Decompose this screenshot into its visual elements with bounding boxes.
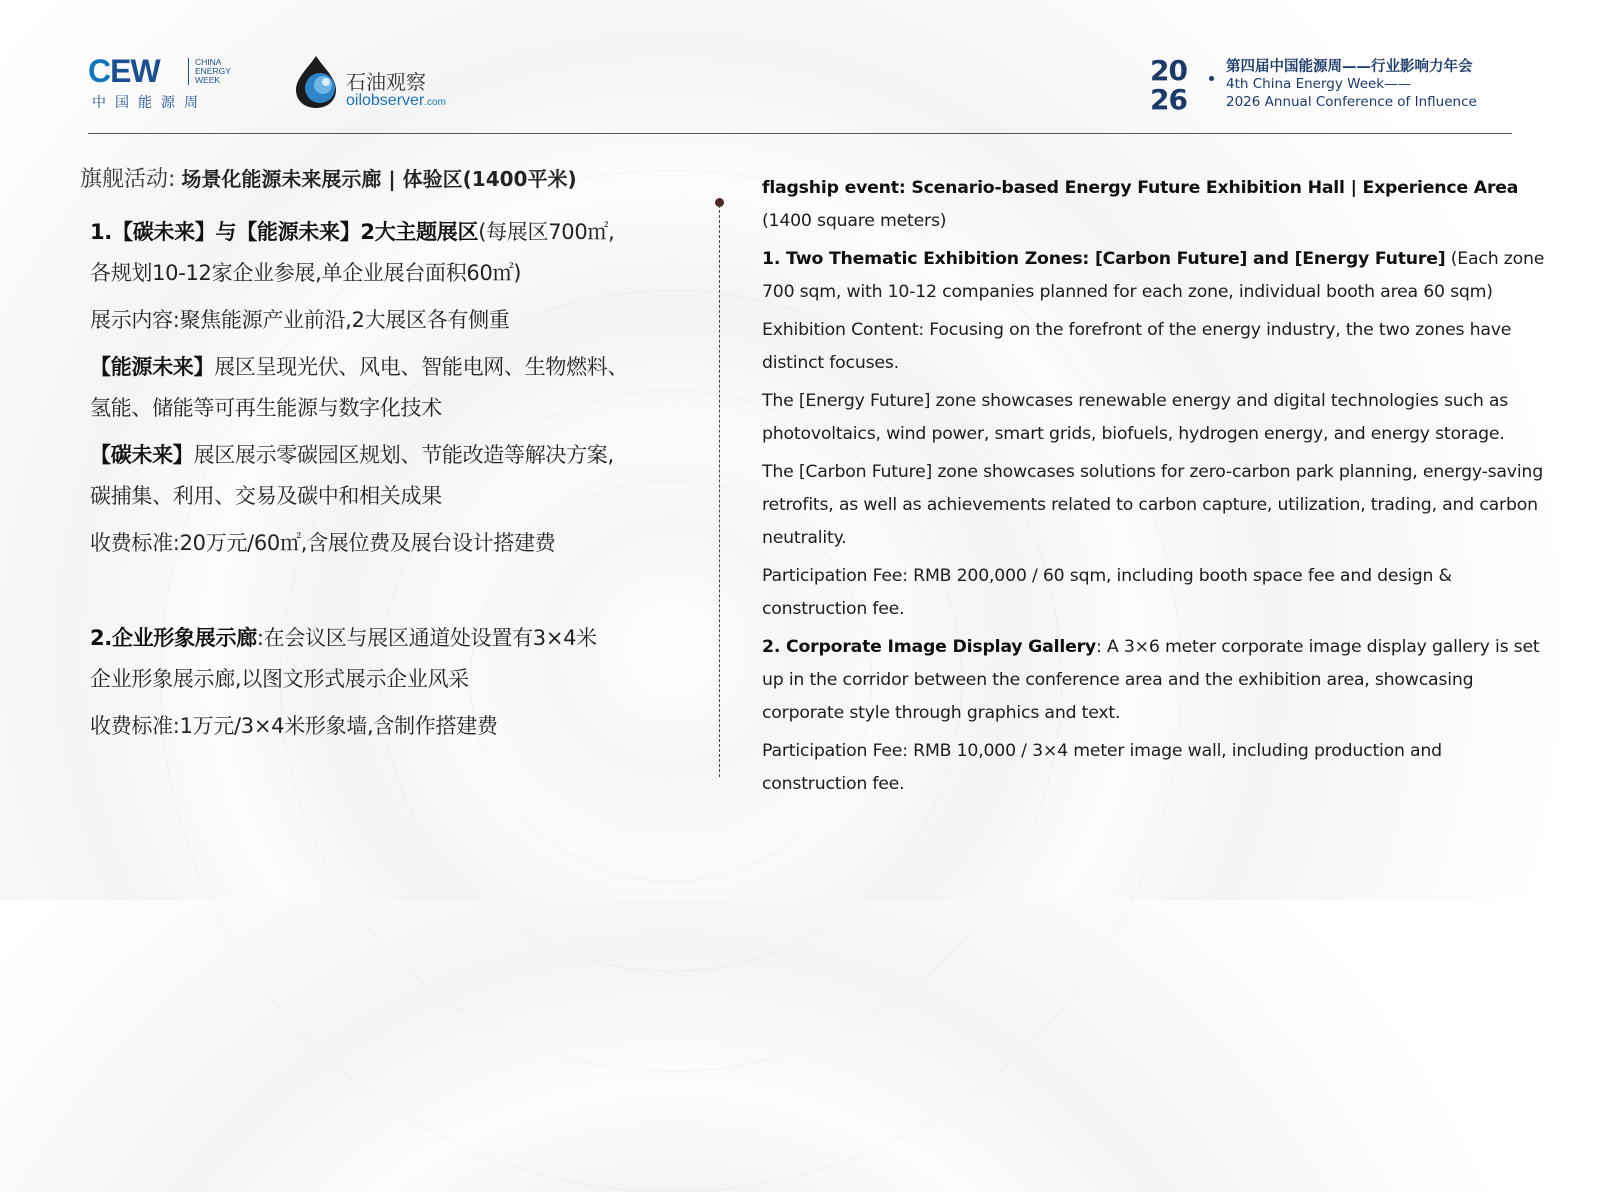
en-energy-future: The [Energy Future] zone showcases renewable energy and digital technologies such as photovoltaics, wind power, smart grids, biofuels, hydrogen energy, and energy storage. — [762, 391, 1509, 444]
cew-logo-letters: CEW — [88, 53, 160, 89]
carbon-future-text-2: 碳捕集、利用、交易及碳中和相关成果 — [90, 484, 442, 508]
en-section-1-fee: Participation Fee: RMB 200,000 / 60 sqm, including booth space fee and design & construction fee. — [762, 566, 1452, 619]
en-section-2-fee: Participation Fee: RMB 10,000 / 3×4 meter image wall, including production and construction fee. — [762, 741, 1442, 794]
section-2-heading: 2.企业形象展示廊:在会议区与展区通道处设置有3×4米 — [90, 626, 597, 650]
conference-title-en-2: 2026 Annual Conference of Influence — [1226, 94, 1477, 110]
energy-future-text-2: 氢能、储能等可再生能源与数字化技术 — [90, 396, 442, 420]
conference-dot — [1209, 76, 1214, 81]
column-divider — [719, 205, 720, 777]
oilobserver-chinese-name: 石油观察 — [346, 70, 426, 94]
conference-title-en-1: 4th China Energy Week—— — [1226, 76, 1412, 92]
section-2-line2: 企业形象展示廊,以图文形式展示企业风采 — [90, 667, 469, 691]
en-carbon-future: The [Carbon Future] zone showcases solutions for zero-carbon park planning, energy-saving retrofits, as well as achievements related to carbon capture, utilization, trading, and carbon neutrality. — [762, 462, 1543, 548]
conference-logo — [1150, 54, 1520, 112]
cew-logo-chinese: 中国能源周 — [92, 95, 207, 111]
cew-logo — [88, 54, 248, 110]
cew-logo-subtitle: CHINA ENERGY WEEK — [188, 58, 255, 85]
oilobserver-logo — [290, 54, 470, 110]
svg-text:26: 26 — [1150, 83, 1187, 112]
en-title: flagship event: Scenario-based Energy Future Exhibition Hall | Experience Area (1400 square meters) — [762, 178, 1519, 231]
en-section-2-heading: 2. Corporate Image Display Gallery: A 3×6 meter corporate image display gallery is set up in the corridor between the conference area and the exhibition area, showcasing corporate style through graphics and text. — [762, 637, 1540, 723]
section-1-line2: 各规划10-12家企业参展,单企业展台面积60㎡) — [90, 261, 522, 285]
header-divider — [88, 133, 1512, 134]
section-2-fee: 收费标准:1万元/3×4米形象墙,含制作搭建费 — [90, 714, 498, 738]
en-section-1-heading: 1. Two Thematic Exhibition Zones: [Carbon Future] and [Energy Future] (Each zone 700 sqm, with 10-12 companies planned for each zone, individual booth area 60 sqm) — [762, 249, 1545, 302]
page-title — [80, 162, 720, 198]
energy-future-text: 【能源未来】展区呈现光伏、风电、智能电网、生物燃料、 — [90, 355, 629, 379]
title-prefix: 旗舰活动: — [80, 167, 176, 192]
oilobserver-domain: oilobserver.com — [346, 92, 446, 109]
section-1-content: 展示内容:聚焦能源产业前沿,2大展区各有侧重 — [90, 308, 510, 332]
conference-title-cn: 第四届中国能源周——行业影响力年会 — [1226, 59, 1473, 75]
section-1-heading: 1.【碳未来】与【能源未来】2大主题展区(每展区700㎡, — [90, 220, 615, 244]
year-2026-mark — [1150, 54, 1208, 112]
english-column — [762, 172, 1552, 806]
oil-drop-icon — [290, 54, 342, 110]
carbon-future-text: 【碳未来】展区展示零碳园区规划、节能改造等解决方案, — [90, 443, 614, 467]
svg-text:20: 20 — [1150, 54, 1187, 87]
section-1-fee: 收费标准:20万元/60㎡,含展位费及展台设计搭建费 — [90, 531, 556, 555]
en-exhibition-content: Exhibition Content: Focusing on the forefront of the energy industry, the two zones have distinct focuses. — [762, 320, 1512, 373]
title-main: 场景化能源未来展示廊 | 体验区(1400平米) — [181, 167, 577, 191]
chinese-column — [80, 162, 720, 747]
